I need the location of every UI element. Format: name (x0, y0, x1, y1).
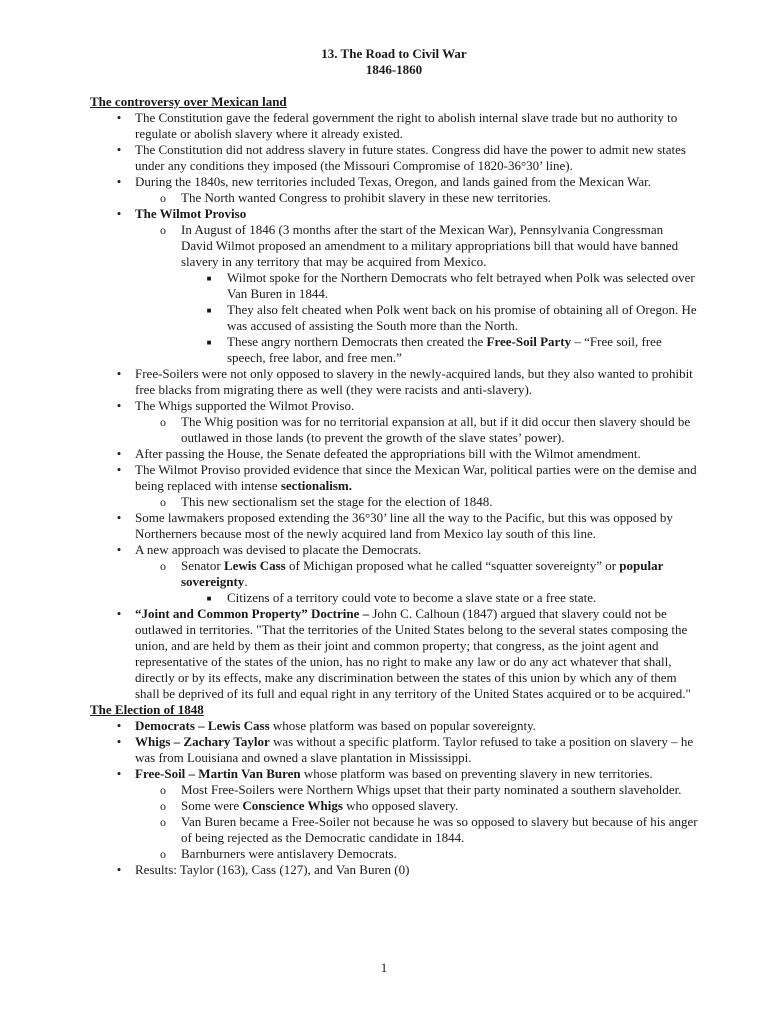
text-run: They also felt cheated when Polk went back on his promise of obtaining all of Oregon. He was accused of assisting the South more than the North. (227, 302, 697, 333)
bullet-marker: • (116, 734, 122, 749)
outline-item-level-2 (90, 798, 698, 814)
bullet-marker: • (116, 510, 122, 525)
outline-item-level-2 (90, 494, 698, 510)
outline-item-text (135, 718, 536, 733)
text-run: The Constitution did not address slavery in future states. Congress did have the power to admit new states under any conditions they imposed (the Missouri Compromise of 1820-36°30’ line). (135, 142, 686, 173)
outline-item-text (135, 542, 421, 557)
outline-item-level-1 (90, 398, 698, 414)
title-line-1: 13. The Road to Civil War (321, 46, 467, 61)
bold-text: Free-Soil – Martin Van Buren (135, 766, 301, 781)
title-line-2: 1846-1860 (365, 62, 423, 77)
section (90, 94, 698, 702)
outline-item-text (227, 590, 596, 605)
outline-item-text (227, 302, 697, 333)
circle-marker: o (160, 847, 166, 861)
outline-item-text (135, 206, 246, 221)
circle-marker: o (160, 783, 166, 797)
outline-item-text (135, 862, 409, 877)
outline-item-level-2 (90, 846, 698, 862)
bullet-marker: • (116, 766, 122, 781)
text-run: Citizens of a territory could vote to become a slave state or a free state. (227, 590, 597, 605)
circle-marker: o (160, 799, 166, 813)
bullet-marker: • (116, 462, 122, 477)
bold-text: The Wilmot Proviso (135, 206, 247, 221)
text-run: In August of 1846 (3 months after the start of the Mexican War), Pennsylvania Congressman David Wilmot proposed an amendment to a military appropriations bill that would have banned slavery in any territory that may be acquired from Mexico. (181, 222, 679, 269)
circle-marker: o (160, 223, 166, 237)
outline-item-text (135, 510, 673, 541)
square-marker: ■ (206, 306, 212, 315)
bold-text: Free-Soil Party (486, 334, 572, 349)
outline-item-level-1 (90, 766, 698, 782)
text-run: The Whigs supported the Wilmot Proviso. (135, 398, 355, 413)
bold-text: sectionalism. (280, 478, 352, 493)
bullet-marker: • (116, 606, 122, 621)
outline-item-level-1 (90, 462, 698, 494)
bullet-marker: • (116, 862, 122, 877)
text-run: Senator (181, 558, 224, 573)
section-heading: The controversy over Mexican land (90, 94, 287, 109)
text-run: . (244, 574, 248, 589)
outline-item-level-2 (90, 222, 698, 270)
outline-item-text (181, 414, 690, 445)
outline-item-level-1 (90, 510, 698, 542)
square-marker: ■ (206, 274, 212, 283)
outline-item-text (135, 398, 354, 413)
outline-item-level-3 (90, 270, 698, 302)
outline-item-text (181, 190, 551, 205)
text-run: Barnburners were antislavery Democrats. (181, 846, 397, 861)
text-run: The Constitution gave the federal government the right to abolish internal slave trade but no authority to regulate or abolish slavery where it already existed. (135, 110, 678, 141)
outline-item-level-3 (90, 590, 698, 606)
bullet-marker: • (116, 542, 122, 557)
outline-item-text (135, 446, 641, 461)
outline-item-level-2 (90, 414, 698, 446)
document-body (90, 94, 698, 878)
outline-item-text (181, 222, 678, 269)
text-run: Free-Soilers were not only opposed to slavery in the newly-acquired lands, but they also wanted to prohibit free blacks from migrating there as well (they were racists and anti-slavery). (135, 366, 693, 397)
outline-item-level-1 (90, 110, 698, 142)
outline-item-text (135, 606, 691, 701)
bold-text: popular sovereignty (181, 558, 664, 589)
outline-item-level-2 (90, 558, 698, 590)
circle-marker: o (160, 191, 166, 205)
outline-item-text (135, 462, 697, 493)
outline-item-level-1 (90, 366, 698, 398)
outline-item-level-1 (90, 142, 698, 174)
bullet-marker: • (116, 446, 122, 461)
bold-text: Whigs – Zachary Taylor (135, 734, 270, 749)
outline-item-text (227, 270, 695, 301)
outline-item-text (181, 782, 682, 797)
outline-item-text (135, 766, 653, 781)
text-run: A new approach was devised to placate the Democrats. (135, 542, 422, 557)
outline-item-text (181, 814, 698, 845)
outline-item-text (135, 366, 693, 397)
bullet-marker: • (116, 206, 122, 221)
circle-marker: o (160, 415, 166, 429)
document-title (90, 46, 698, 78)
bold-text: “Joint and Common Property” Doctrine – (135, 606, 370, 621)
bold-text: Conscience Whigs (242, 798, 343, 813)
outline-item-level-2 (90, 782, 698, 798)
bullet-marker: • (116, 398, 122, 413)
circle-marker: o (160, 495, 166, 509)
outline-item-level-1 (90, 174, 698, 190)
bullet-marker: • (116, 142, 122, 157)
text-run: During the 1840s, new territories included Texas, Oregon, and lands gained from the Mexican War. (135, 174, 651, 189)
outline-item-level-3 (90, 334, 698, 366)
square-marker: ■ (206, 338, 212, 347)
outline-item-text (135, 174, 651, 189)
outline-item-text (181, 558, 663, 589)
outline-item-level-1 (90, 606, 698, 702)
text-run: The North wanted Congress to prohibit slavery in these new territories. (181, 190, 552, 205)
outline-item-level-1 (90, 446, 698, 462)
circle-marker: o (160, 815, 166, 829)
text-run: whose platform was based on popular sovereignty. (269, 718, 536, 733)
text-run: John C. Calhoun (1847) argued that slavery could not be outlawed in territories. "That the territories of the United States belong to the several states composing the union, and are held by them as their joint and common property; that congress, as the joint agent and representative of the states of the union, has no right to make any law or do any act whatever that shall, directly or by its effects, make any discrimination between the states of this union by which any of them shall be deprived of its full and equal right in any territory of the United States acquired or to be acquired." (135, 606, 691, 701)
text-run: Most Free-Soilers were Northern Whigs upset that their party nominated a southern slaveholder. (181, 782, 682, 797)
circle-marker: o (160, 559, 166, 573)
outline-item-level-1 (90, 206, 698, 222)
text-run: These angry northern Democrats then created the (227, 334, 487, 349)
outline-item-text (227, 334, 662, 365)
outline-item-level-1 (90, 542, 698, 558)
text-run: Van Buren became a Free-Soiler not because he was so opposed to slavery but because of his anger of being rejected as the Democratic candidate in 1844. (181, 814, 698, 845)
outline-item-level-1 (90, 862, 698, 878)
text-run: Wilmot spoke for the Northern Democrats who felt betrayed when Polk was selected over Van Buren in 1844. (227, 270, 695, 301)
text-run: This new sectionalism set the stage for the election of 1848. (181, 494, 493, 509)
outline-item-text (135, 734, 693, 765)
text-run: Some were (181, 798, 243, 813)
text-run: was without a specific platform. Taylor refused to take a position on slavery – he was from Louisiana and owned a slave plantation in Mississippi. (135, 734, 694, 765)
bold-text: Lewis Cass (223, 558, 286, 573)
text-run: of Michigan proposed what he called “squatter sovereignty” or (285, 558, 620, 573)
outline-item-text (181, 846, 397, 861)
section (90, 702, 698, 878)
text-run: After passing the House, the Senate defeated the appropriations bill with the Wilmot amendment. (135, 446, 641, 461)
outline-item-level-1 (90, 734, 698, 766)
text-run: who opposed slavery. (342, 798, 459, 813)
outline-item-text (135, 110, 677, 141)
text-run: whose platform was based on preventing slavery in new territories. (300, 766, 653, 781)
square-marker: ■ (206, 594, 212, 603)
section-heading: The Election of 1848 (90, 702, 204, 717)
bullet-marker: • (116, 174, 122, 189)
outline-item-text (135, 142, 686, 173)
page-number: 1 (380, 960, 388, 975)
outline-item-level-3 (90, 302, 698, 334)
outline-item-level-2 (90, 814, 698, 846)
outline-item-text (181, 494, 493, 509)
text-run: Some lawmakers proposed extending the 36°30’ line all the way to the Pacific, but this was opposed by Northerners because most of the newly acquired land from Mexico lay south of this line. (135, 510, 673, 541)
text-run: Results: Taylor (163), Cass (127), and Van Buren (0) (135, 862, 410, 877)
text-run: The Whig position was for no territorial expansion at all, but if it did occur then slavery should be outlawed in those lands (to prevent the growth of the slave states’ power). (181, 414, 691, 445)
bold-text: Democrats – Lewis Cass (135, 718, 270, 733)
outline-item-level-2 (90, 190, 698, 206)
bullet-marker: • (116, 366, 122, 381)
outline-item-text (181, 798, 458, 813)
bullet-marker: • (116, 718, 122, 733)
bullet-marker: • (116, 110, 122, 125)
outline-item-level-1 (90, 718, 698, 734)
text-run: – “Free soil, free speech, free labor, and free men.” (227, 334, 662, 365)
text-run: The Wilmot Proviso provided evidence that since the Mexican War, political parties were on the demise and being replaced with intense (135, 462, 697, 493)
